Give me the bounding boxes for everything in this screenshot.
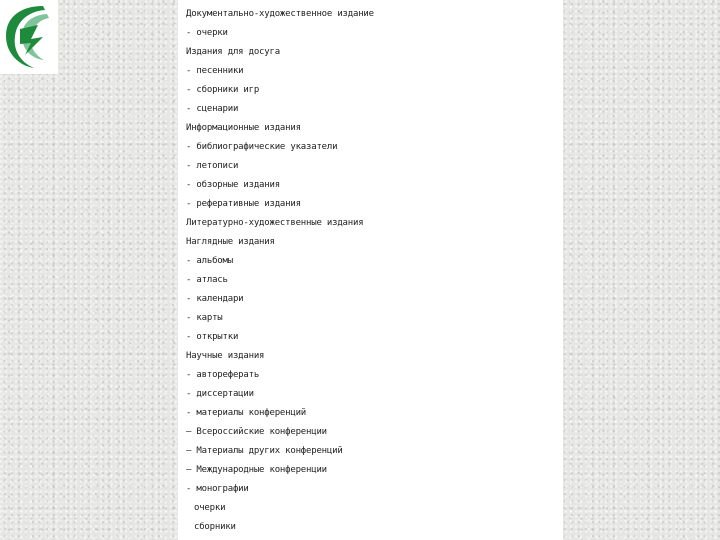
list-item: - монографии bbox=[186, 484, 249, 494]
list-item: - очерки bbox=[186, 28, 228, 38]
list-item: - материалы конференций bbox=[186, 408, 307, 418]
list-item: сборники bbox=[194, 522, 236, 532]
section-heading: Наглядные издания bbox=[186, 237, 275, 247]
logo-icon bbox=[0, 0, 58, 74]
document-list bbox=[178, 0, 563, 537]
list-item: - автореферать bbox=[186, 370, 260, 380]
list-item: - диссертации bbox=[186, 389, 254, 399]
list-item: - календари bbox=[186, 294, 244, 304]
section-heading: Информационные издания bbox=[186, 123, 301, 133]
section-heading: Издания для досуга bbox=[186, 47, 280, 57]
list-item: – Материалы других конференций bbox=[186, 446, 343, 456]
list-item: – Всероссийские конференции bbox=[186, 427, 327, 437]
list-item: - летописи bbox=[186, 161, 239, 171]
list-item: - реферативные издания bbox=[186, 199, 301, 209]
list-item: - открытки bbox=[186, 332, 239, 342]
section-heading: Литературно-художественные издания bbox=[186, 218, 364, 228]
document-page bbox=[178, 0, 563, 540]
list-item: – Международные конференции bbox=[186, 465, 327, 475]
list-item: - альбомы bbox=[186, 256, 233, 266]
list-item: - карты bbox=[186, 313, 223, 323]
list-item: - сценарии bbox=[186, 104, 239, 114]
section-heading: Научные издания bbox=[186, 351, 265, 361]
list-item: - библиографические указатели bbox=[186, 142, 338, 152]
section-heading: Документально-художественное издание bbox=[186, 9, 374, 19]
list-item: очерки bbox=[194, 503, 226, 513]
list-item: - сборники игр bbox=[186, 85, 260, 95]
list-item: - песенники bbox=[186, 66, 244, 76]
list-item: - обзорные издания bbox=[186, 180, 280, 190]
list-item: - атлась bbox=[186, 275, 228, 285]
